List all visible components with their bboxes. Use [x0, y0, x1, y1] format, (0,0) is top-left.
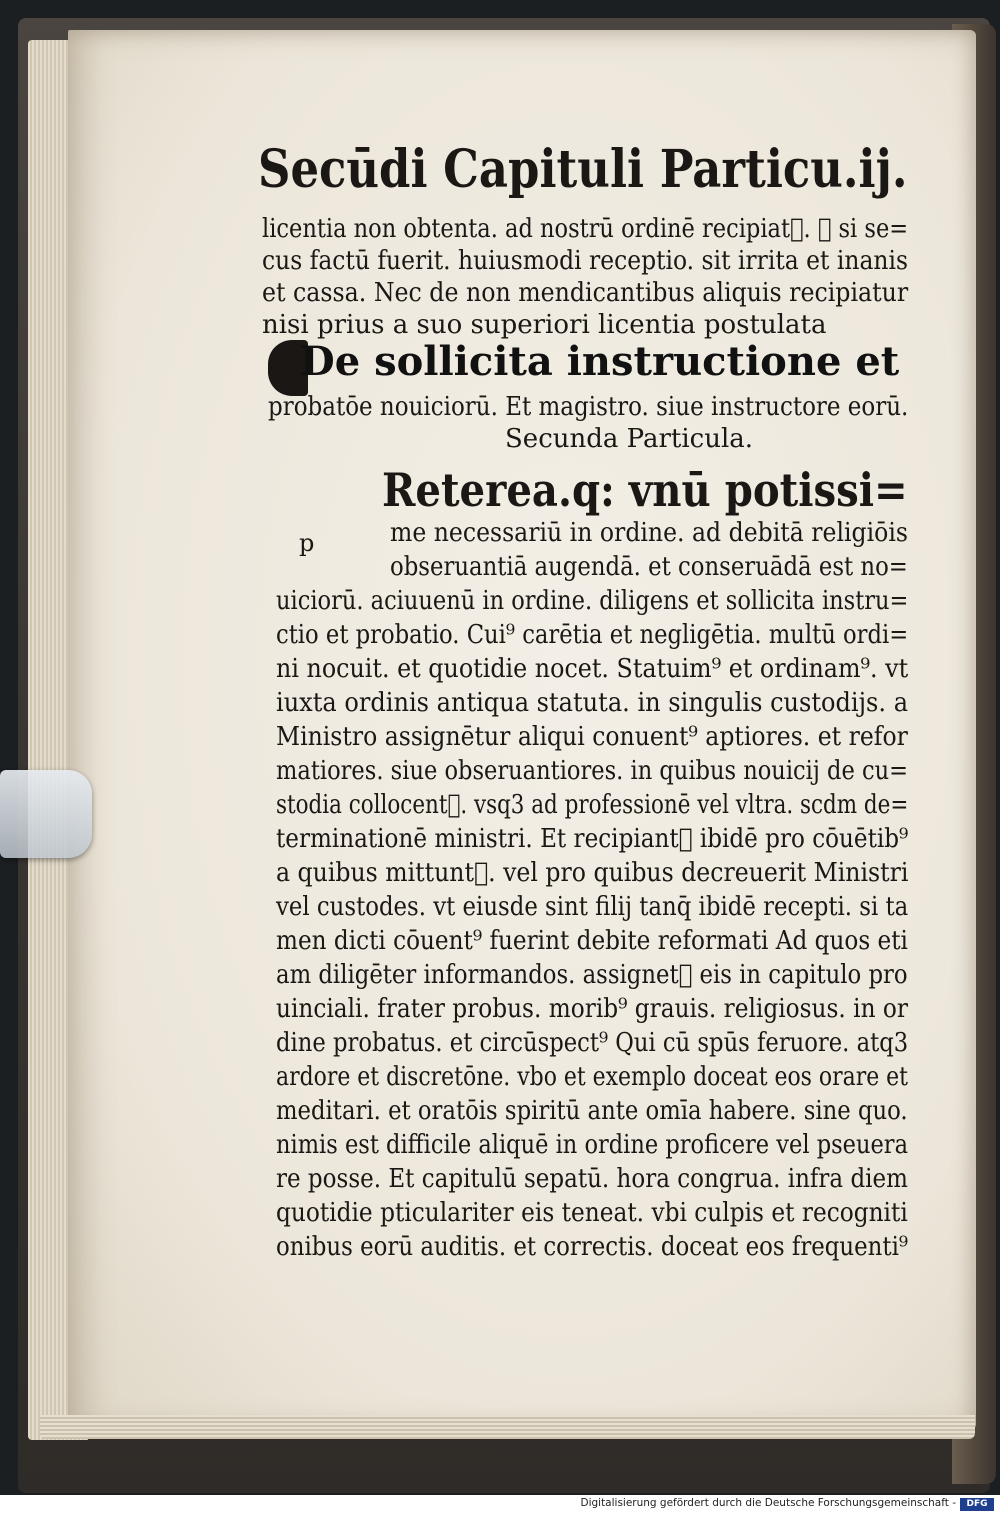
running-heading: Secūdi Capituli Particu.ij.: [258, 139, 908, 200]
funding-credit: Digitalisierung gefördert durch die Deutsche Forschungsgemeinschaft -: [580, 1497, 956, 1509]
body-line: matiores. siue obseruantiores. in quibus nouicij de cu=: [276, 756, 909, 786]
body-line: quotidie pticulariter eis teneat. vbi culpis et recogniti: [276, 1198, 908, 1228]
initial-line: Reterea.q: vnū potissi=: [382, 463, 908, 517]
body-line: ni nocuit. et quotidie nocet. Statuim⁹ et ordinam⁹. vt: [276, 654, 909, 684]
body-line: uiciorū. aciuuenū in ordine. diligens et sollicita instru=: [276, 586, 909, 616]
section-particula: Secunda Particula.: [505, 424, 754, 454]
body-line: nimis est difficile aliquē in ordine proficere vel pseuera: [276, 1130, 909, 1160]
guide-letter: p: [299, 529, 315, 557]
body-line: Ministro assignētur aliqui conuent⁹ aptiores. et refor: [276, 722, 908, 752]
body-line: terminationē ministri. Et recipiant᷑ ibidē pro cōuētib⁹: [276, 824, 909, 854]
footer-bar: [0, 1495, 1000, 1515]
body-line: uinciali. frater probus. morib⁹ grauis. religiosus. in or: [276, 994, 909, 1024]
page-bottom-edge: [40, 1415, 975, 1439]
page-clip: [0, 770, 92, 858]
body-line: ardore et discretōne. vbo et exemplo doceat eos orare et: [276, 1062, 908, 1092]
body-line: meditari. et oratōis spiritū ante omīa habere. sine quo.: [276, 1096, 908, 1126]
text-line: licentia non obtenta. ad nostrū ordinē recipiat᷑. ꝙ si se=: [262, 214, 909, 244]
body-line: iuxta ordinis antiqua statuta. in singulis custodijs. a: [276, 688, 909, 718]
body-line: me necessariū in ordine. ad debitā religiōis: [390, 518, 908, 548]
body-line: ctio et probatio. Cui⁹ carētia et negligētia. multū ordi=: [276, 620, 909, 650]
body-line: onibus eorū auditis. et correctis. doceat eos frequenti⁹: [276, 1232, 909, 1262]
body-line: stodia collocent᷑. vsq3 ad professionē vel vltra. scdm de=: [276, 790, 909, 820]
body-line: a quibus mittunt᷑. vel pro quibus decreuerit Ministri: [276, 858, 909, 888]
body-line: dine probatus. et circūspect⁹ Qui cū spūs feruore. atq3: [276, 1028, 909, 1058]
dfg-logo[interactable]: DFG: [960, 1498, 994, 1511]
text-line: nisi prius a suo superiori licentia postulata: [262, 310, 827, 340]
section-subtitle: probatōe nouiciorū. Et magistro. siue instructore eorū.: [268, 392, 909, 422]
text-line: cus factū fuerit. huiusmodi receptio. sit irrita et inanis: [262, 246, 909, 276]
text-line: et cassa. Nec de non mendicantibus aliquis recipiatur: [262, 278, 909, 308]
body-line: vel custodes. vt eiusde sint filij tanq̄ ibidē recepti. si ta: [276, 892, 909, 922]
section-title: De sollicita instructione et: [300, 338, 900, 385]
body-line: obseruantiā augendā. et conseruādā est no=: [390, 552, 908, 582]
body-line: re posse. Et capitulū sepatū. hora congrua. infra diem: [276, 1164, 908, 1194]
body-line: men dicti cōuent⁹ fuerint debite reformati Ad quos eti: [276, 926, 908, 956]
body-line: am diligēter informandos. assignet᷑ eis in capitulo pro: [276, 960, 908, 990]
